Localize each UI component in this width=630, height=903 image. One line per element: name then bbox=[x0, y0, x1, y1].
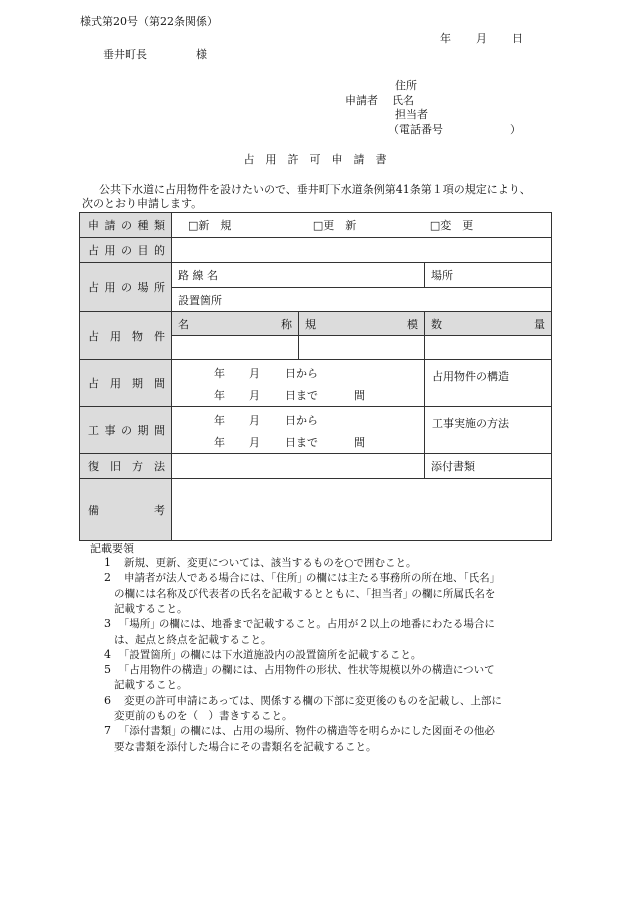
application-form-table bbox=[79, 212, 552, 541]
note-number-3: 3 bbox=[104, 617, 111, 631]
object-name-header-a: 名 bbox=[178, 317, 189, 331]
checkbox-change[interactable]: □変 更 bbox=[429, 219, 474, 232]
note-2-line-3: 記載すること。 bbox=[114, 602, 188, 615]
construction-to-month: 月 bbox=[249, 436, 260, 449]
note-number-4: 4 bbox=[104, 647, 111, 661]
date-year-label: 年 bbox=[440, 32, 451, 45]
note-5-line-1: ｢占用物件の構造｣ の欄には、占用物件の形状、性状等規模以外の構造について bbox=[124, 664, 495, 677]
period-to-month: 月 bbox=[249, 389, 260, 402]
route-name-field[interactable] bbox=[172, 263, 425, 288]
object-label: 占 用 物 件 bbox=[80, 312, 172, 360]
period-from-day: 日から bbox=[285, 367, 318, 380]
note-1-line-1: 新規、更新、変更については、該当するものを○で囲むこと。 bbox=[124, 557, 417, 569]
construction-method-label: 工事実施の方法 bbox=[432, 417, 509, 430]
construction-from-month: 月 bbox=[249, 414, 260, 427]
object-scale-header-a: 規 bbox=[305, 317, 316, 331]
construction-label: 工 事 の 期 間 bbox=[80, 407, 172, 454]
object-scale-header-b: 模 bbox=[407, 317, 418, 331]
note-number-1: 1 bbox=[104, 556, 111, 569]
object-qty-header bbox=[425, 312, 552, 336]
note-5-line-2: 記載すること。 bbox=[114, 679, 188, 692]
note-3-line-1: ｢場所｣ の欄には、地番まで記載すること。占用が２以上の地番にわたる場合に bbox=[124, 618, 495, 631]
structure-field[interactable] bbox=[425, 360, 552, 407]
checkbox-new[interactable]: □新 規 bbox=[188, 219, 232, 232]
addressee-honorific: 様 bbox=[196, 48, 207, 61]
purpose-field[interactable] bbox=[172, 238, 552, 263]
applicant-name-label: 氏名 bbox=[392, 94, 414, 107]
location-field[interactable] bbox=[425, 263, 552, 288]
checkbox-renew[interactable]: □更 新 bbox=[312, 219, 357, 232]
period-to-year: 年 bbox=[214, 389, 225, 402]
applicant-label: 申請者 bbox=[345, 94, 378, 107]
construction-to-day: 日まで bbox=[285, 436, 318, 449]
construction-method-field[interactable] bbox=[425, 407, 552, 454]
note-7-line-1: ｢添付書類｣ の欄には、占用の場所、物件の構造等を明らかにした図面その他必 bbox=[124, 725, 495, 738]
period-days: 間 bbox=[354, 389, 365, 402]
intro-line-2: 次のとおり申請します。 bbox=[82, 197, 203, 210]
object-name-field[interactable] bbox=[172, 336, 299, 360]
construction-days: 間 bbox=[354, 436, 365, 449]
note-number-5: 5 bbox=[104, 663, 111, 677]
object-qty-header-b: 量 bbox=[534, 317, 546, 331]
addressee: 垂井町長 bbox=[103, 48, 147, 61]
applicant-phone-close: ） bbox=[510, 123, 521, 136]
applicant-phone-label: （電話番号 bbox=[388, 123, 443, 136]
install-site-field[interactable] bbox=[172, 288, 552, 312]
note-4-line-1: ｢設置箇所｣ の欄には下水道施設内の設置箇所を記載すること。 bbox=[124, 648, 422, 661]
install-site-label: 設置箇所 bbox=[178, 293, 222, 307]
date-month-label: 月 bbox=[476, 32, 487, 45]
period-field[interactable] bbox=[172, 360, 425, 407]
period-label: 占 用 期 間 bbox=[80, 360, 172, 407]
construction-from-day: 日から bbox=[285, 414, 318, 427]
location-label: 場所 bbox=[431, 269, 453, 282]
note-2-line-2: の欄には名称及び代表者の氏名を記載するとともに、｢担当者｣ の欄に所属氏名を bbox=[114, 587, 496, 600]
restore-field[interactable] bbox=[172, 454, 425, 479]
type-label: 申請の種類 bbox=[80, 213, 172, 238]
document-title: 占 用 許 可 申 請 書 bbox=[243, 153, 387, 166]
period-from-month: 月 bbox=[249, 367, 260, 380]
period-from-year: 年 bbox=[214, 367, 225, 380]
route-name-label: 路 線 名 bbox=[178, 269, 218, 282]
object-scale-header bbox=[299, 312, 425, 336]
object-name-header-b: 称 bbox=[281, 317, 292, 331]
date-day-label: 日 bbox=[512, 32, 523, 45]
place-label: 占用の場所 bbox=[80, 263, 172, 312]
construction-from-year: 年 bbox=[214, 414, 225, 427]
remarks-label: 備 考 bbox=[80, 479, 172, 541]
applicant-contact-label: 担当者 bbox=[395, 108, 428, 121]
form-number: 様式第20号（第22条関係） bbox=[80, 15, 218, 28]
type-options bbox=[172, 213, 552, 238]
purpose-label: 占用の目的 bbox=[80, 238, 172, 263]
note-2-line-1: 申請者が法人である場合には、｢住所｣ の欄には主たる事務所の所在地、｢氏名｣ bbox=[124, 572, 495, 585]
note-7-line-2: 要な書類を添付した場合にその書類名を記載すること。 bbox=[114, 740, 377, 753]
note-number-6: 6 bbox=[104, 693, 111, 707]
object-qty-field[interactable] bbox=[425, 336, 552, 360]
remarks-field[interactable] bbox=[172, 479, 552, 541]
notes-heading: 記載要領 bbox=[90, 542, 134, 555]
structure-label: 占用物件の構造 bbox=[432, 370, 509, 383]
period-to-day: 日まで bbox=[285, 389, 318, 402]
construction-period-field[interactable] bbox=[172, 407, 425, 454]
note-6-line-1: 変更の許可申請にあっては、関係する欄の下部に変更後のものを記載し、上部に bbox=[124, 694, 502, 707]
note-number-7: 7 bbox=[104, 724, 111, 738]
attachments-field[interactable] bbox=[425, 454, 552, 479]
intro-line-1: 公共下水道に占用物件を設けたいので、垂井町下水道条例第41条第１項の規定により、 bbox=[99, 183, 531, 196]
applicant-address-label: 住所 bbox=[395, 79, 417, 92]
object-name-header bbox=[172, 312, 299, 336]
object-scale-field[interactable] bbox=[299, 336, 425, 360]
construction-to-year: 年 bbox=[214, 436, 225, 449]
attachments-label: 添付書類 bbox=[431, 460, 475, 473]
object-qty-header-a: 数 bbox=[431, 317, 442, 331]
restore-label: 復 旧 方 法 bbox=[80, 454, 172, 479]
note-6-line-2: 変更前のものを（ ）書きすること。 bbox=[114, 710, 293, 722]
note-3-line-2: は、起点と終点を記載すること。 bbox=[114, 633, 272, 646]
note-number-2: 2 bbox=[104, 571, 111, 585]
